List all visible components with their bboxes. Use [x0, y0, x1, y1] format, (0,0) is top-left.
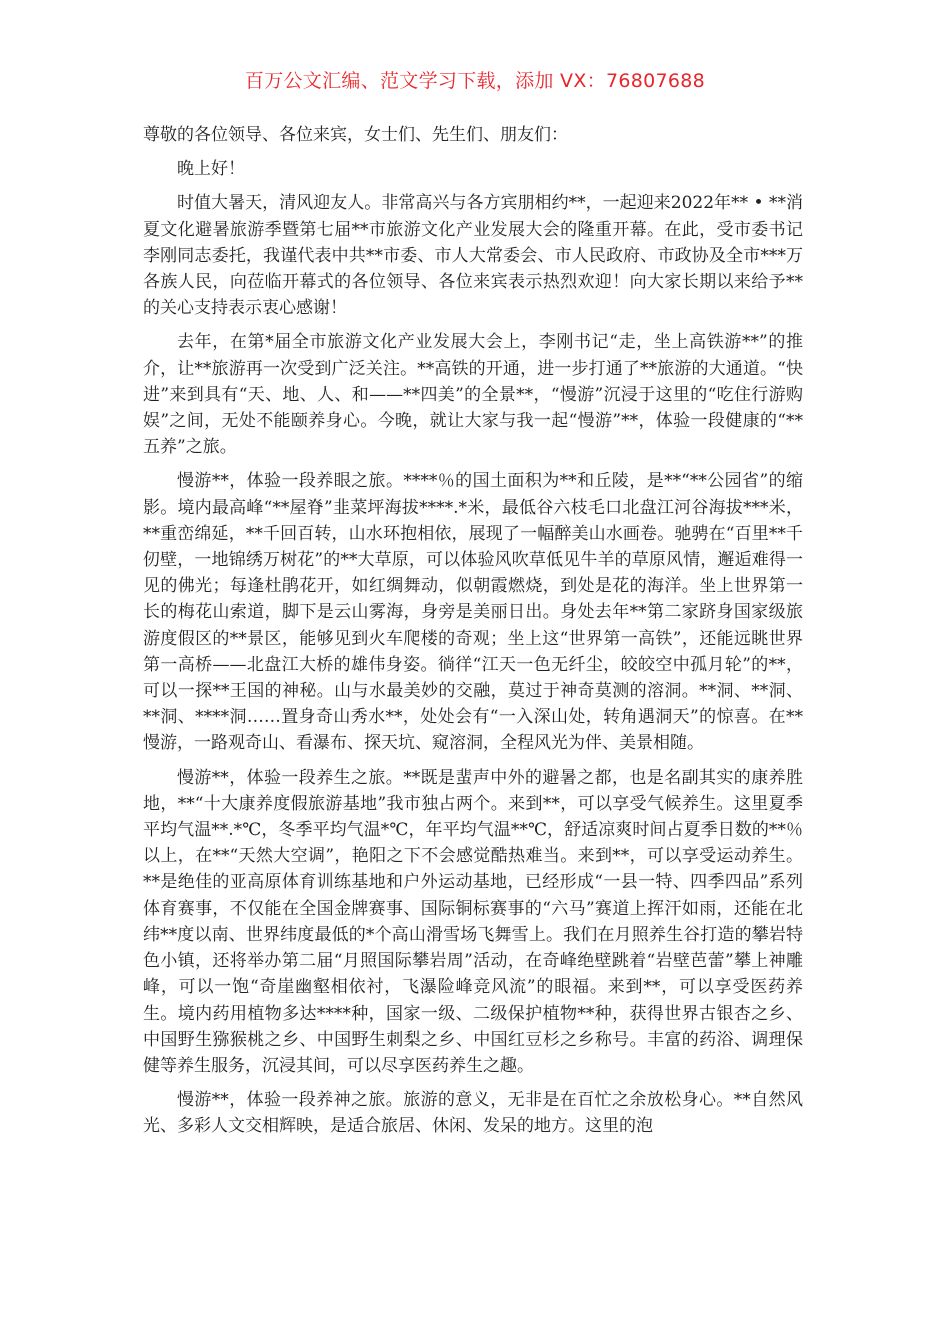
paragraph-wellness-tour: 慢游**，体验一段养生之旅。**既是蜚声中外的避暑之都，也是名副其实的康养胜地，**“十大康养度假旅游基地”我市独占两个。来到**，可以享受气候养生。这里夏季平均气温**.*℃，冬季平均气温*℃，年平均气温**℃，舒适凉爽时间占夏季日数的**％以上，在**“天然大空调”，艳阳之下不会感觉酷热难当。来到**，可以享受运动养生。**是绝佳的亚高原体育训练基地和户外运动基地，已经形成“一县一特、四季四品”系列体育赛事，不仅能在全国金牌赛事、国际铜标赛事的“六马”赛道上挥汗如雨，还能在北纬**度以南、世界纬度最低的*个高山滑雪场飞舞雪上。我们在月照养生谷打造的攀岩特色小镇，还将举办第二届“月照国际攀岩周”活动，在奇峰绝壁跳着“岩壁芭蕾”攀上神雕峰，可以一饱“奇崖幽壑相依衬，飞瀑险峰竞风流”的眼福。来到**，可以享受医药养生。境内药用植物多达****种，国家一级、二级保护植物**种，获得世界古银杏之乡、中国野生猕猴桃之乡、中国野生刺梨之乡、中国红豆杉之乡称号。丰富的药浴、调理保健等养生服务，沉浸其间，可以尽享医药养生之趣。 — [143, 767, 803, 1076]
paragraph-opening: 时值大暑天，清风迎友人。非常高兴与各方宾朋相约**，一起迎来2022年** • **消夏文化避暑旅游季暨第七届**市旅游文化产业发展大会的隆重开幕。在此，受市委书记李刚同志委托，我谨代表中共**市委、市人大常委会、市人民政府、市政协及全市***万各族人民，向莅临开幕式的各位领导、各位来宾表示热烈欢迎！向大家长期以来给予**的关心支持表示衷心感谢！ — [143, 193, 803, 319]
speech-body — [143, 122, 803, 1148]
paragraph-relaxation-tour: 慢游**，体验一段养神之旅。旅游的意义，无非是在百忙之余放松身心。**自然风光、多彩人文交相辉映，是适合旅居、休闲、发呆的地方。这里的泡 — [143, 1090, 803, 1137]
greeting: 晚上好！ — [177, 159, 245, 180]
paragraph-scenery-tour: 慢游**，体验一段养眼之旅。****％的国土面积为**和丘陵，是**“**公园省”的缩影。境内最高峰“**屋脊”韭菜坪海拔****.*米，最低谷六枝毛口北盘江河谷海拔***米，**重峦绵延，**千回百转，山水环抱相依，展现了一幅醉美山水画卷。驰骋在“百里**千仞壁，一地锦绣万树花”的**大草原，可以体验风吹草低见牛羊的草原风情，邂逅难得一见的佛光；每逢杜鹃花开，如红绸舞动，似朝霞燃烧，到处是花的海洋。坐上世界第一长的梅花山索道，脚下是云山雾海，身旁是美丽日出。身处去年**第二家跻身国家级旅游度假区的**景区，能够见到火车爬楼的奇观；坐上这“世界第一高铁”，还能远眺世界第一高桥——北盘江大桥的雄伟身姿。徜徉“江天一色无纤尘，皎皎空中孤月轮”的**，可以一探**王国的神秘。山与水最美妙的交融，莫过于神奇莫测的溶洞。**洞、**洞、**洞、****洞……置身奇山秀水**，处处会有“一入深山处，转角遇洞天”的惊喜。在**慢游，一路观奇山、看瀑布、探天坑、窥溶洞，全程风光为伴、美景相随。 — [143, 471, 803, 754]
salutation: 尊敬的各位领导、各位来宾，女士们、先生们、朋友们： — [143, 125, 568, 145]
download-banner: 百万公文汇编、范文学习下载，添加 VX：76807688 — [244, 70, 706, 92]
paragraph-high-speed-rail: 去年，在第*届全市旅游文化产业发展大会上，李刚书记“走，坐上高铁游**”的推介，让**旅游再一次受到广泛关注。**高铁的开通，进一步打通了**旅游的大通道。“快进”来到具有“天、地、人、和——**四美”的全景**，“慢游”沉浸于这里的“吃住行游购娱”之间，无处不能颐养身心。今晚，就让大家与我一起“慢游”**，体验一段健康的“**五养”之旅。 — [143, 332, 803, 458]
